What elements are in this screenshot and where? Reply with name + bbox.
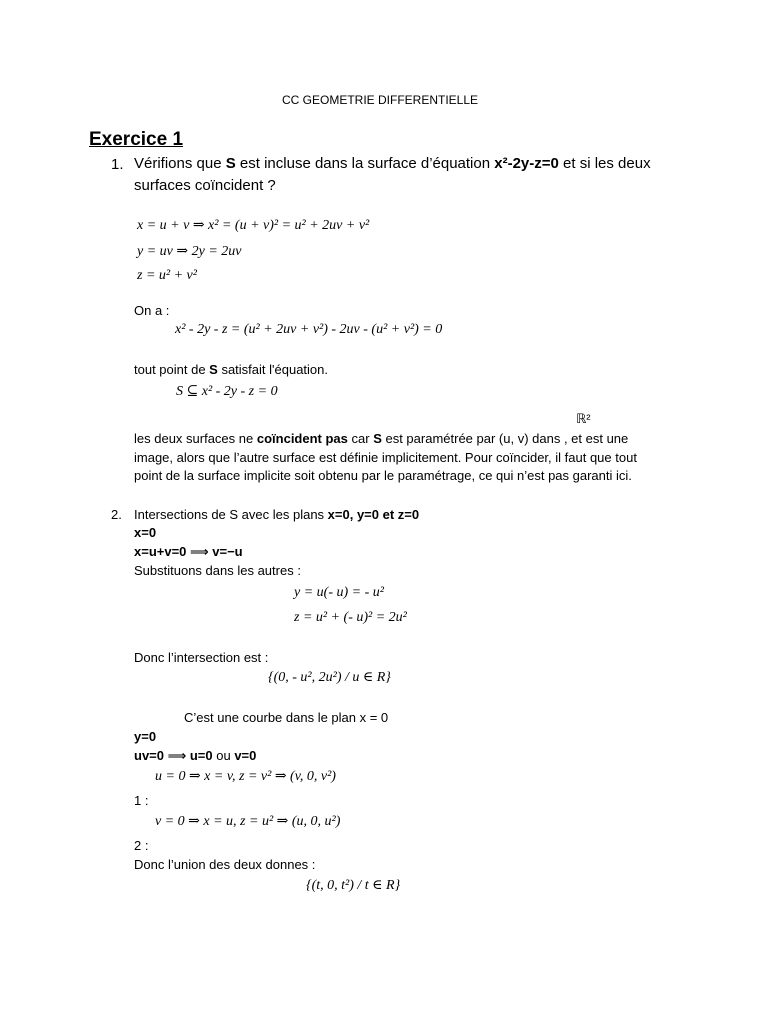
q2-courbe: C’est une courbe dans le plan x = 0 xyxy=(184,710,389,725)
q1-number: 1. xyxy=(111,156,124,173)
q2-intro: Intersections de S avec les plans x=0, y=0 et z=0 xyxy=(134,507,420,522)
document-title: CC GEOMETRIE DIFFERENTIELLE xyxy=(282,93,479,107)
q2-eq-z: z = u² + (- u)² = 2u² xyxy=(294,610,407,625)
q2-union: Donc l’union des deux donnes : xyxy=(134,857,316,872)
q1-line2: surfaces coïncident ? xyxy=(134,177,276,194)
q2-label-1: 1 : xyxy=(134,793,149,808)
exercise-heading: Exercice 1 xyxy=(89,129,184,150)
q2-donc: Donc l’intersection est : xyxy=(134,650,269,665)
q1-para-line2: image, alors que l’autre surface est définie implicitement. Pour coïncider, il faut que tout xyxy=(134,450,637,465)
q2-substituons: Substituons dans les autres : xyxy=(134,563,301,578)
q2-label-2: 2 : xyxy=(134,838,149,853)
q2-case-y0: y=0 xyxy=(134,729,157,744)
q2-case-x0: x=0 xyxy=(134,525,157,540)
q1-on-a: On a : xyxy=(134,303,170,318)
q1-point-line: tout point de S satisfait l'équation. xyxy=(134,362,329,377)
q1-eq-main: x² - 2y - z = (u² + 2uv + v²) - 2uv - (u² + v²) = 0 xyxy=(175,322,443,337)
q2-x0-line: x=u+v=0 ⟹ v=−u xyxy=(134,544,243,559)
q1-eq-inclusion: S ⊆ x² - 2y - z = 0 xyxy=(176,384,278,399)
q1-para-line3: point de la surface implicite soit obtenu par le paramétrage, ce qui n’est pas garanti ici. xyxy=(134,468,632,483)
q2-number: 2. xyxy=(111,507,122,522)
q2-eq-u0: u = 0 ⇒ x = v, z = v² ⇒ (v, 0, v²) xyxy=(155,769,336,784)
q1-eq-z: z = u² + v² xyxy=(137,268,197,283)
q2-set2: {(t, 0, t²) / t ∈ R} xyxy=(306,878,401,893)
q1-eq-x: x = u + v ⇒ x² = (u + v)² = u² + 2uv + v² xyxy=(137,218,370,233)
q1-para-line1: les deux surfaces ne coïncident pas car S est paramétrée par (u, v) dans , et est une xyxy=(134,431,629,446)
q2-eq-v0: v = 0 ⇒ x = u, z = u² ⇒ (u, 0, u²) xyxy=(155,814,341,829)
q1-eq-y: y = uv ⇒ 2y = 2uv xyxy=(137,244,242,259)
q2-y0-line: uv=0 ⟹ u=0 ou v=0 xyxy=(134,748,257,763)
r2-symbol: ℝ² xyxy=(576,411,591,426)
q2-set1: {(0, - u², 2u²) / u ∈ R} xyxy=(268,670,391,685)
q1-line1: Vérifions que S est incluse dans la surface d’équation x²-2y-z=0 et si les deux xyxy=(134,155,651,172)
q2-eq-y: y = u(- u) = - u² xyxy=(294,585,384,600)
